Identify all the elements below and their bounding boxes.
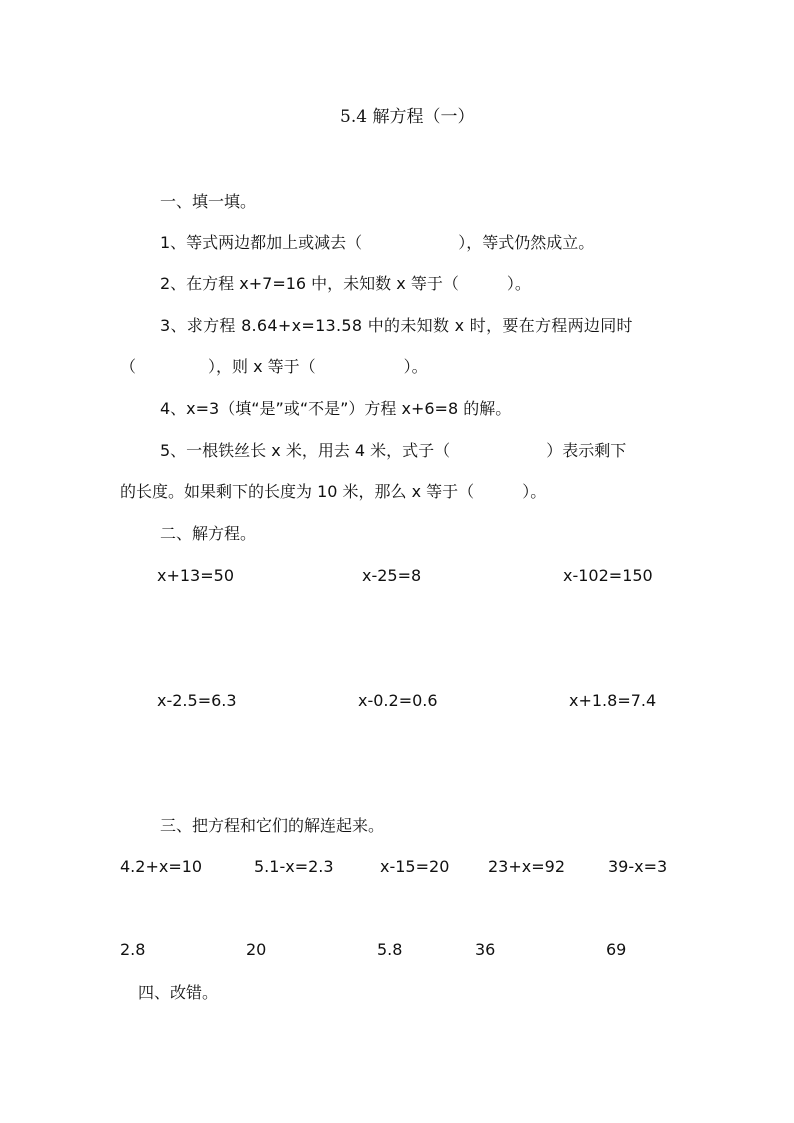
equation-6: x+1.8=7.4 (569, 691, 657, 710)
match-solution-3: 5.8 (377, 940, 403, 959)
question-4: 4、x=3（填“是”或“不是”）方程 x+6=8 的解。 (160, 399, 512, 418)
match-solution-4: 36 (475, 940, 496, 959)
question-1 (160, 233, 594, 253)
equation-5: x-0.2=0.6 (358, 691, 438, 710)
equation-2: x-25=8 (362, 566, 422, 585)
question-2-text-a: 2、在方程 x+7=16 中，未知数 x 等于（ (160, 274, 459, 293)
page-title: 5.4 解方程（一） (340, 107, 475, 127)
question-5-text-c: 的长度。如果剩下的长度为 10 米，那么 x 等于（ (120, 482, 475, 501)
question-5-text-d: ）。 (522, 482, 547, 501)
question-1-text-a: 1、等式两边都加上或减去（ (160, 233, 363, 252)
question-3-text-b: ），则 x 等于（ (208, 357, 316, 376)
equation-1: x+13=50 (157, 566, 234, 585)
match-equation-3: x-15=20 (380, 857, 450, 876)
question-3-text-c: ）。 (403, 357, 428, 376)
question-3-text-a: （ (120, 357, 137, 376)
question-2 (160, 274, 531, 294)
match-equation-5: 39-x=3 (608, 857, 668, 876)
question-5-line-1 (160, 441, 626, 461)
equation-4: x-2.5=6.3 (157, 691, 237, 710)
match-equation-2: 5.1-x=2.3 (254, 857, 334, 876)
question-3-line-1: 3、求方程 8.64+x=13.58 中的未知数 x 时，要在方程两边同时 (160, 316, 633, 335)
section1-heading: 一、填一填。 (160, 192, 257, 211)
section3-heading: 三、把方程和它们的解连起来。 (160, 816, 385, 835)
match-solution-2: 20 (246, 940, 267, 959)
question-1-text-b: ），等式仍然成立。 (458, 233, 595, 252)
question-5-line-2 (120, 482, 546, 502)
equation-3: x-102=150 (563, 566, 653, 585)
section2-heading: 二、解方程。 (160, 524, 257, 543)
section4-heading: 四、改错。 (138, 983, 219, 1002)
match-solution-1: 2.8 (120, 940, 146, 959)
question-2-text-b: ）。 (506, 274, 531, 293)
question-3-line-2 (120, 357, 428, 377)
match-equation-4: 23+x=92 (488, 857, 565, 876)
match-equation-1: 4.2+x=10 (120, 857, 203, 876)
question-5-text-a: 5、一根铁丝长 x 米，用去 4 米，式子（ (160, 441, 451, 460)
question-5-text-b: ）表示剩下 (546, 441, 627, 460)
match-solution-5: 69 (606, 940, 627, 959)
